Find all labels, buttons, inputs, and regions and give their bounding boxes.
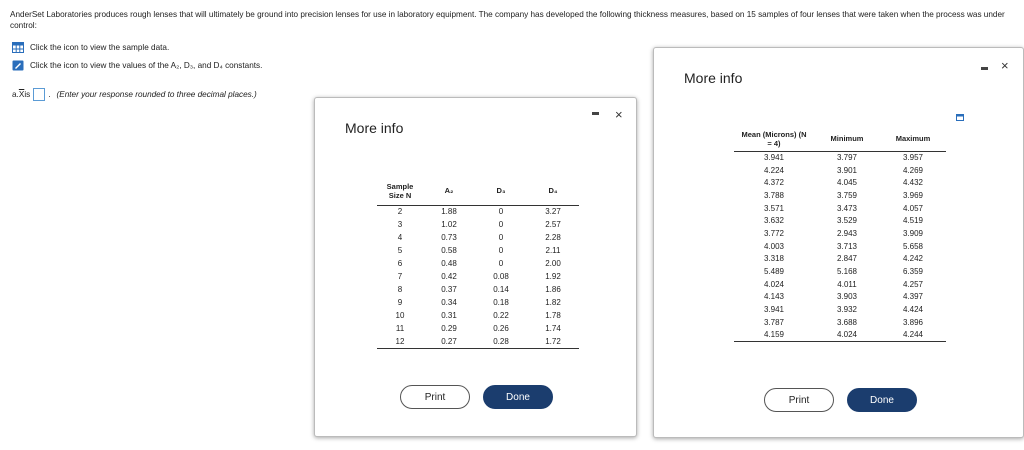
table-cell: 6.359 bbox=[902, 267, 924, 277]
table-cell: 5.489 bbox=[763, 267, 785, 277]
table-cell: 0.48 bbox=[441, 259, 457, 268]
minimize-icon[interactable] bbox=[592, 112, 599, 115]
table-cell: 4.224 bbox=[763, 165, 785, 175]
table-cell: 3.896 bbox=[902, 317, 924, 327]
table-cell: 3.713 bbox=[836, 241, 858, 251]
table-cell: 0.31 bbox=[441, 311, 457, 320]
xbar-symbol: $\overline{X}$ bbox=[18, 90, 25, 99]
table-cell: 4.024 bbox=[836, 330, 858, 340]
table-cell: 0 bbox=[498, 207, 504, 217]
table-cell: 3.473 bbox=[836, 203, 858, 213]
table-row bbox=[377, 257, 579, 270]
table-cell: 4.257 bbox=[902, 279, 924, 289]
table-row bbox=[377, 335, 579, 348]
table-row bbox=[734, 265, 946, 278]
sample-data-link[interactable] bbox=[12, 42, 169, 53]
table-cell: 4.242 bbox=[902, 254, 924, 264]
header-minimum: Minimum bbox=[830, 134, 864, 144]
table-cell: 5.168 bbox=[836, 267, 858, 277]
sample-data-dialog bbox=[653, 47, 1024, 438]
table-row bbox=[377, 322, 579, 335]
table-row bbox=[377, 205, 579, 218]
table-row bbox=[377, 296, 579, 309]
table-cell: 4.143 bbox=[763, 292, 785, 302]
question-a bbox=[12, 88, 257, 101]
print-button[interactable]: Print bbox=[400, 385, 470, 409]
header-maximum: Maximum bbox=[895, 134, 931, 144]
table-cell: 10 bbox=[395, 311, 405, 320]
table-cell: 3 bbox=[397, 220, 403, 229]
close-icon[interactable]: × bbox=[615, 107, 623, 122]
table-cell: 3.787 bbox=[763, 317, 785, 327]
table-row bbox=[377, 270, 579, 283]
table-cell: 0.08 bbox=[493, 272, 509, 281]
table-cell: 3.318 bbox=[763, 254, 785, 264]
table-row bbox=[377, 218, 579, 231]
done-button[interactable]: Done bbox=[847, 388, 917, 412]
table-cell: 0.27 bbox=[441, 336, 457, 346]
table-cell: 0 bbox=[498, 220, 504, 229]
table-cell: 8 bbox=[397, 285, 403, 294]
table-cell: 4 bbox=[397, 233, 403, 242]
table-cell: 9 bbox=[397, 298, 403, 307]
question-prefix: a. bbox=[12, 90, 19, 99]
table-cell: 2.00 bbox=[545, 259, 561, 268]
table-cell: 4.024 bbox=[763, 279, 785, 289]
table-cell: 0.42 bbox=[441, 272, 457, 281]
table-row bbox=[377, 244, 579, 257]
table-cell: 1.86 bbox=[545, 285, 561, 294]
table-row bbox=[734, 151, 946, 164]
table-cell: 1.88 bbox=[441, 207, 457, 217]
table-cell: 1.74 bbox=[545, 324, 561, 333]
table-cell: 1.72 bbox=[545, 336, 561, 346]
question-period: . bbox=[48, 90, 51, 99]
table-cell: 0 bbox=[498, 233, 504, 242]
table-cell: 3.941 bbox=[763, 153, 785, 163]
header-a2: A₂ bbox=[444, 186, 454, 196]
table-cell: 3.797 bbox=[836, 153, 858, 163]
table-cell: 2.847 bbox=[836, 254, 858, 264]
table-cell: 3.759 bbox=[836, 190, 858, 200]
table-header-row bbox=[377, 177, 579, 205]
table-cell: 2.57 bbox=[545, 220, 561, 229]
table-cell: 12 bbox=[395, 336, 405, 346]
table-row bbox=[734, 278, 946, 291]
table-cell: 4.011 bbox=[837, 279, 857, 289]
table-cell: 2 bbox=[397, 207, 403, 217]
table-cell: 4.519 bbox=[902, 216, 924, 226]
resize-icon[interactable] bbox=[956, 114, 964, 121]
table-cell: 4.424 bbox=[902, 305, 924, 315]
table-cell: 1.92 bbox=[545, 272, 561, 281]
table-cell: 0.34 bbox=[441, 298, 457, 307]
table-cell: 4.432 bbox=[902, 178, 924, 188]
table-row bbox=[734, 176, 946, 189]
table-icon[interactable] bbox=[12, 42, 24, 53]
table-cell: 2.11 bbox=[545, 246, 561, 255]
minimize-icon[interactable] bbox=[981, 67, 988, 70]
header-sample-size: Sample Size N bbox=[386, 181, 414, 200]
dialog-title: More info bbox=[345, 120, 404, 136]
table-cell: 3.957 bbox=[902, 153, 924, 163]
table-cell: 0.58 bbox=[441, 246, 457, 255]
table-cell: 4.057 bbox=[902, 203, 924, 213]
table-cell: 3.969 bbox=[902, 190, 924, 200]
table-cell: 7 bbox=[397, 272, 403, 281]
table-row bbox=[734, 253, 946, 266]
table-cell: 6 bbox=[397, 259, 403, 268]
table-cell: 3.903 bbox=[836, 292, 858, 302]
table-cell: 3.788 bbox=[763, 190, 785, 200]
answer-hint: (Enter your response rounded to three decimal places.) bbox=[56, 90, 257, 99]
table-row bbox=[734, 329, 946, 342]
constants-table bbox=[377, 177, 579, 349]
table-cell: 0.22 bbox=[493, 311, 509, 320]
table-cell: 4.269 bbox=[902, 165, 924, 175]
sample-data-link-text: Click the icon to view the sample data. bbox=[30, 43, 170, 52]
table-row bbox=[734, 240, 946, 253]
constants-dialog bbox=[314, 97, 637, 437]
table-row bbox=[734, 303, 946, 316]
table-row bbox=[377, 309, 579, 322]
table-cell: 4.003 bbox=[763, 241, 785, 251]
table-cell: 2.943 bbox=[836, 228, 858, 238]
table-cell: 0.37 bbox=[441, 285, 457, 294]
table-cell: 0.18 bbox=[493, 298, 509, 307]
question-is: is bbox=[24, 90, 31, 99]
table-row bbox=[377, 231, 579, 244]
table-cell: 0.14 bbox=[493, 285, 509, 294]
dialog-title: More info bbox=[684, 70, 743, 86]
table-cell: 3.688 bbox=[836, 317, 858, 327]
table-row bbox=[734, 291, 946, 304]
table-header-row bbox=[734, 127, 946, 151]
table-cell: 0 bbox=[498, 259, 504, 268]
table-cell: 3.27 bbox=[545, 207, 561, 217]
table-cell: 1.02 bbox=[441, 220, 457, 229]
constants-link-text: Click the icon to view the values of the A₂, D₃, and D₄ constants. bbox=[30, 61, 263, 70]
header-mean: Mean (Microns) (N = 4) bbox=[741, 129, 807, 148]
table-cell: 1.78 bbox=[545, 311, 561, 320]
sample-data-table bbox=[734, 127, 946, 342]
constants-link[interactable] bbox=[12, 60, 262, 71]
table-row bbox=[377, 283, 579, 296]
table-cell: 0.26 bbox=[493, 324, 509, 333]
table-cell: 0.28 bbox=[493, 336, 509, 346]
table-row bbox=[734, 316, 946, 329]
table-cell: 0.29 bbox=[441, 324, 457, 333]
table-cell: 3.529 bbox=[836, 216, 858, 226]
table-row bbox=[734, 202, 946, 215]
table-cell: 3.909 bbox=[902, 228, 924, 238]
table-cell: 4.244 bbox=[902, 330, 924, 340]
print-button[interactable]: Print bbox=[764, 388, 834, 412]
table-cell: 4.045 bbox=[836, 178, 858, 188]
table-cell: 3.632 bbox=[763, 216, 785, 226]
table-cell: 0.73 bbox=[441, 233, 457, 242]
close-icon[interactable]: × bbox=[1001, 58, 1009, 73]
table-cell: 3.571 bbox=[763, 203, 785, 213]
table-cell: 5 bbox=[397, 246, 403, 255]
table-cell: 3.941 bbox=[763, 305, 785, 315]
answer-input[interactable] bbox=[33, 88, 45, 101]
table-cell: 5.658 bbox=[902, 241, 924, 251]
table-cell: 4.397 bbox=[902, 292, 924, 302]
problem-statement: AnderSet Laboratories produces rough lenses that will ultimately be ground into precision lenses for use in laboratory equipment. The company has developed the following thickness measures, based on 15 samples of four lenses that were taken when the process was under control: bbox=[10, 10, 1005, 30]
header-d4: D₄ bbox=[548, 186, 558, 196]
header-d3: D₃ bbox=[496, 186, 506, 196]
table-cell: 1.82 bbox=[545, 298, 561, 307]
table-cell: 3.901 bbox=[836, 165, 858, 175]
table-cell: 3.932 bbox=[836, 305, 858, 315]
constants-icon[interactable] bbox=[12, 60, 24, 71]
table-row bbox=[734, 164, 946, 177]
table-row bbox=[734, 214, 946, 227]
table-cell: 3.772 bbox=[763, 228, 785, 238]
done-button[interactable]: Done bbox=[483, 385, 553, 409]
table-row bbox=[734, 227, 946, 240]
table-cell: 4.372 bbox=[763, 178, 785, 188]
table-cell: 11 bbox=[395, 324, 405, 333]
table-cell: 4.159 bbox=[763, 330, 785, 340]
table-row bbox=[734, 189, 946, 202]
table-cell: 2.28 bbox=[545, 233, 561, 242]
table-cell: 0 bbox=[498, 246, 504, 255]
